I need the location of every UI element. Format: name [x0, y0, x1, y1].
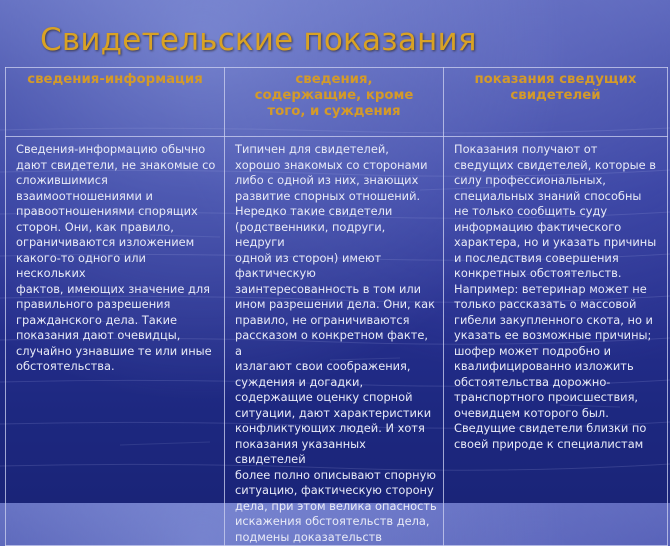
header-expert-witnesses-label: показания сведущих свидетелей [474, 72, 637, 103]
header-information-label: сведения-информация [27, 72, 203, 87]
cell-expert-witnesses: Показания получают от сведущих свидетелей, которые в силу профессиональных, специальных знаний способны не только сообщить суду информацию фактического характера, но и указать причины и последствия совершения конкретных обстоятельств. Например: ветеринар может не только рассказать о массовой гибели закупленного скота, но и указать ее возможные причины; шофер может подробно и квалифицированно изложить обстоятельства дорожно- транспортного происшествия, очевидцем которого был. Сведущие свидетели близки по своей природе к специалистам [444, 137, 668, 546]
slide-title: Свидетельские показания [40, 22, 477, 58]
header-information [6, 68, 225, 137]
cell-judgments: Типичен для свидетелей, хорошо знакомых со сторонами либо с одной из них, знающих развитие спорных отношений. Нередко такие свидетели (родственники, подруги, недруги одной из сторон) имеют фактическую заинтересованность в том или ином разрешении дела. Они, как правило, не ограничиваются рассказом о конкретном факте, а излагают свои соображения, суждения и догадки, содержащие оценку спорной ситуации, дают характеристики конфликтующих людей. И хотя показания указанных свидетелей более полно описывают спорную ситуацию, фактическую сторону дела, при этом велика опасность искажения обстоятельств дела, подмены доказательств [225, 137, 444, 546]
header-expert-witnesses [444, 68, 668, 137]
cell-information: Сведения-информацию обычно дают свидетели, не знакомые со сложившимися взаимоотношениями и правоотношениями спорящих сторон. Они, как правило, ограничиваются изложением какого-то одного или нескольких фактов, имеющих значение для правильного разрешения гражданского дела. Такие показания дают очевидцы, случайно узнавшие те или иные обстоятельства. [6, 137, 225, 546]
table-row [6, 137, 668, 546]
header-judgments [225, 68, 444, 137]
header-judgments-label: сведения, содержащие, кроме того, и суждения [254, 72, 414, 119]
comparison-table [5, 67, 668, 546]
table-header-row [6, 68, 668, 137]
